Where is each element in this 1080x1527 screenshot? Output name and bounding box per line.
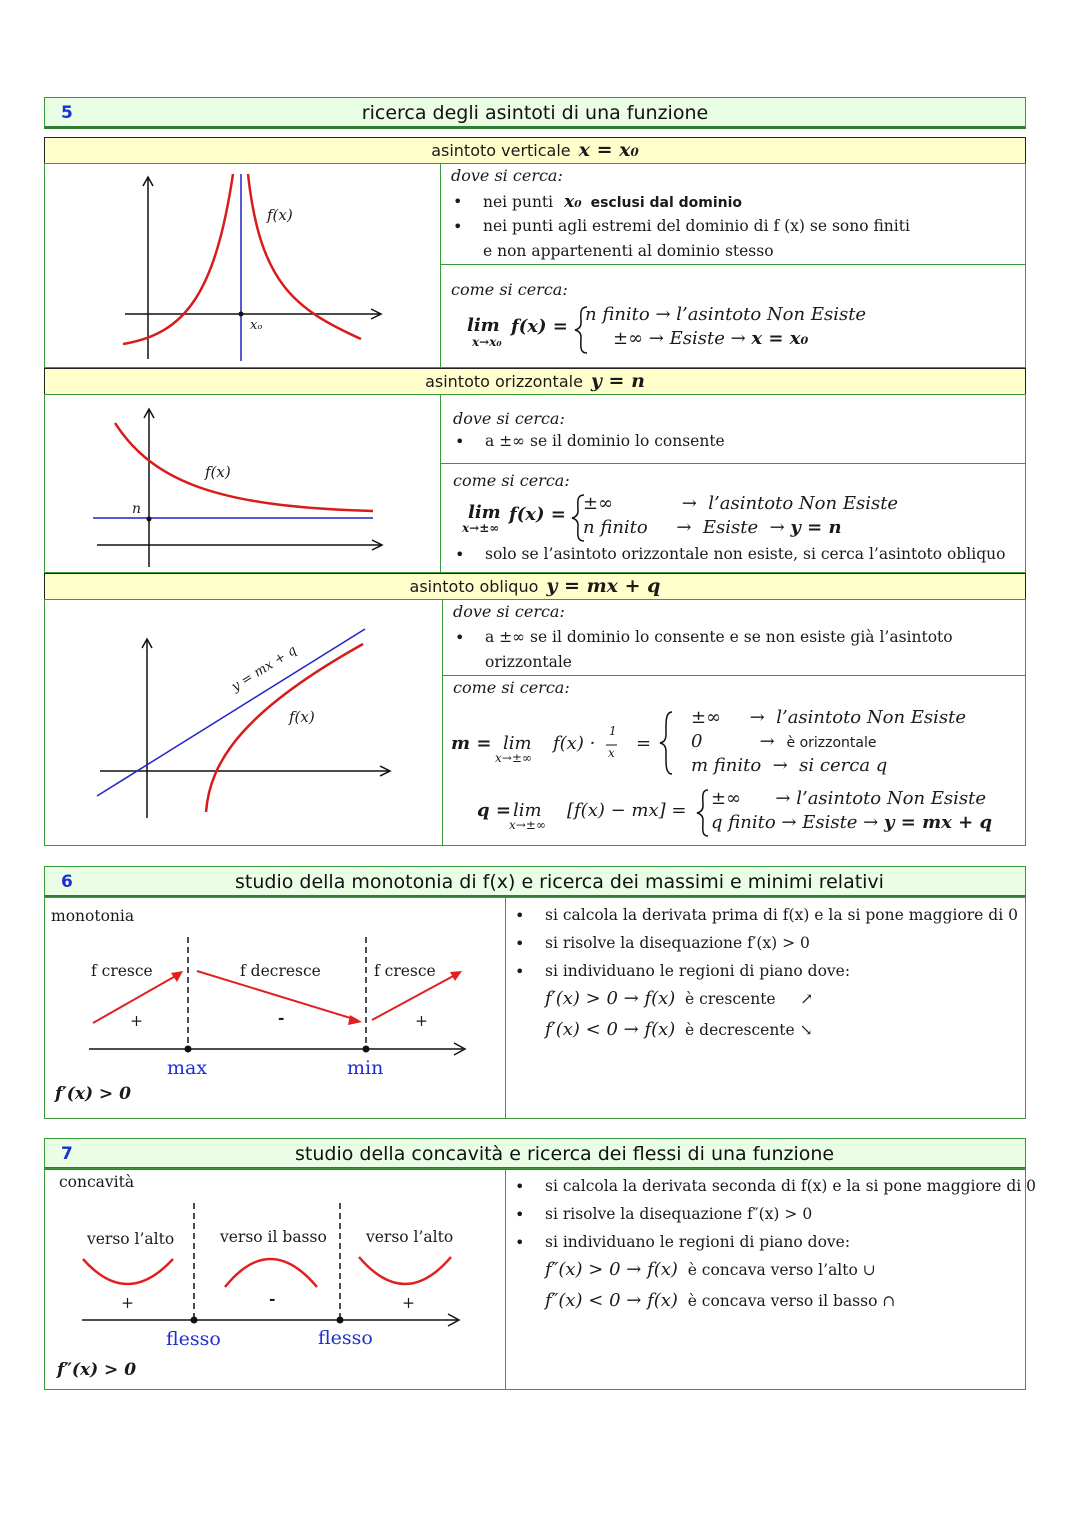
section-number: 6: [61, 872, 73, 892]
frac-bar: [606, 744, 618, 746]
function-expr: f(x) =: [511, 316, 568, 337]
condition-label: f′(x) > 0: [55, 1084, 131, 1104]
graph-vertical-cell: [44, 163, 441, 368]
section-7-header: [44, 1138, 1026, 1170]
where-label: dove si cerca:: [453, 602, 565, 621]
vertical-where-cell: [440, 163, 1026, 265]
lim-subscript: x→±∞: [495, 751, 532, 765]
concavita-text-cell: [505, 1168, 1037, 1390]
frac-numerator: 1: [609, 724, 617, 738]
case-row-2: q finito → Esiste → y = mx + q: [711, 812, 993, 833]
concavita-label: concavità: [59, 1173, 135, 1191]
function-expr: f(x) =: [509, 504, 566, 525]
concavita-graph-cell: [44, 1168, 506, 1390]
lim-subscript: x→±∞: [462, 521, 500, 535]
lim-operator: lim: [503, 733, 532, 754]
flesso-label: flesso: [318, 1327, 373, 1349]
lim-subscript: x→±∞: [509, 818, 546, 832]
m-lhs: m =: [451, 733, 492, 754]
bullet-point: • si risolve la disequazione f′(x) > 0: [545, 934, 810, 952]
lim-operator: lim: [513, 800, 542, 821]
bullet-point: • si calcola la derivata seconda di f(x) e la si pone maggiore di 0: [545, 1177, 1036, 1195]
oblique-asymptote-graph: [45, 600, 444, 847]
rule-row-1: f″(x) > 0 → f(x) è concava verso l’alto ∪: [545, 1259, 876, 1280]
case-row-3: m finito → si cerca q: [691, 755, 888, 776]
m-equals: =: [636, 733, 652, 754]
monotonia-text-cell: [505, 897, 1026, 1119]
sign-label: +: [402, 1294, 415, 1312]
monotonia-graph-cell: [44, 897, 506, 1119]
rule-row-2: f′(x) < 0 → f(x) è decrescente ↘: [545, 1019, 813, 1040]
how-label: come si cerca:: [453, 678, 570, 697]
case-row-1: ±∞ → l’asintoto Non Esiste: [691, 707, 967, 728]
horizontal-where-cell: [440, 394, 1026, 464]
where-label: dove si cerca:: [451, 166, 563, 185]
lim-operator: lim: [468, 502, 501, 523]
max-label: max: [167, 1057, 208, 1079]
graph-f-label: f(x): [267, 206, 293, 224]
graph-n-label: n: [132, 501, 142, 517]
graph-line-label: y = mx + q: [229, 642, 300, 695]
sign-label: -: [269, 1289, 276, 1308]
how-label: come si cerca:: [451, 280, 568, 299]
horizontal-asymptote-graph: [45, 395, 442, 574]
graph-f-label: f(x): [289, 708, 315, 726]
condition-label: f″(x) > 0: [57, 1360, 137, 1380]
where-label: dove si cerca:: [453, 409, 565, 428]
band-horizontal-asymptote: asintoto orizzontale y = n: [44, 368, 1026, 395]
sign-label: +: [121, 1294, 134, 1312]
case-row-1: n finito → l’asintoto Non Esiste: [585, 304, 867, 325]
min-label: min: [347, 1057, 384, 1079]
section-number: 7: [61, 1144, 73, 1164]
m-expr: f(x) ·: [553, 733, 596, 754]
segment-label: f decresce: [240, 962, 321, 980]
graph-x0-label: xₒ: [250, 318, 263, 333]
rule-row-2: f″(x) < 0 → f(x) è concava verso il basso ∩: [545, 1290, 896, 1311]
graph-f-label: f(x): [205, 463, 231, 481]
segment-label: f cresce: [374, 962, 436, 980]
section-6-header: [44, 866, 1026, 898]
oblique-how-cell: [442, 675, 1026, 846]
section-5-header: [44, 97, 1026, 129]
case-row-1: ±∞ → l’asintoto Non Esiste: [711, 788, 987, 809]
sign-label: +: [130, 1012, 143, 1030]
case-row-2: ±∞ → Esiste → x = x₀: [613, 328, 809, 349]
lim-subscript: x→x₀: [472, 335, 502, 349]
bullet-point: • si individuano le regioni di piano dove:: [545, 962, 850, 980]
bullet-continuation: orizzontale: [485, 653, 572, 671]
rule-row-1: f′(x) > 0 → f(x) è crescente ↗: [545, 988, 814, 1009]
bullet-continuation: e non appartenenti al dominio stesso: [483, 242, 774, 260]
graph-oblique-cell: [44, 599, 443, 846]
concavita-diagram: [45, 1169, 507, 1391]
bullet-point: • nei punti x₀ esclusi dal dominio: [483, 192, 742, 212]
section-title: ricerca degli asintoti di una funzione: [361, 102, 709, 124]
bullet-point: • nei punti agli estremi del dominio di f (x) se sono finiti: [483, 217, 910, 235]
section-number: 5: [61, 103, 73, 123]
frac-denominator: x: [608, 746, 615, 760]
band-vertical-asymptote: asintoto verticale x = x₀: [44, 137, 1026, 164]
horizontal-how-cell: [440, 463, 1026, 573]
case-row-1: ±∞ → l’asintoto Non Esiste: [583, 493, 899, 514]
band-oblique-asymptote: asintoto obliquo y = mx + q: [44, 573, 1026, 600]
vertical-asymptote-graph: [45, 164, 442, 369]
section-title: studio della concavità e ricerca dei flessi di una funzione: [295, 1143, 835, 1165]
segment-label: verso l’alto: [366, 1228, 454, 1246]
segment-label: verso l’alto: [87, 1230, 175, 1248]
q-expr: [f(x) − mx] =: [567, 800, 687, 821]
monotonia-label: monotonia: [51, 907, 135, 925]
bullet-point: • si calcola la derivata prima di f(x) e la si pone maggiore di 0: [545, 906, 1018, 924]
graph-horizontal-cell: [44, 394, 441, 573]
bullet-point: • si individuano le regioni di piano dove:: [545, 1233, 850, 1251]
case-row-2: 0 → è orizzontale: [691, 731, 877, 752]
segment-label: verso il basso: [220, 1228, 327, 1246]
case-row-2: n finito → Esiste → y = n: [583, 517, 842, 538]
bullet-point: • solo se l’asintoto orizzontale non esiste, si cerca l’asintoto obliquo: [485, 545, 1005, 563]
segment-label: f cresce: [91, 962, 153, 980]
q-lhs: q =: [477, 800, 511, 821]
lim-operator: lim: [467, 315, 500, 336]
sign-label: +: [415, 1012, 428, 1030]
oblique-where-cell: [442, 599, 1026, 676]
section-title: studio della monotonia di f(x) e ricerca dei massimi e minimi relativi: [235, 871, 884, 893]
vertical-how-cell: [440, 264, 1026, 368]
bullet-point: • si risolve la disequazione f″(x) > 0: [545, 1205, 812, 1223]
how-label: come si cerca:: [453, 471, 570, 490]
sign-label: -: [278, 1008, 285, 1027]
bullet-point: • a ±∞ se il dominio lo consente e se non esiste già l’asintoto: [485, 628, 953, 646]
flesso-label: flesso: [166, 1328, 221, 1350]
bullet-point: • a ±∞ se il dominio lo consente: [485, 432, 725, 450]
brace-icon: [658, 710, 678, 776]
